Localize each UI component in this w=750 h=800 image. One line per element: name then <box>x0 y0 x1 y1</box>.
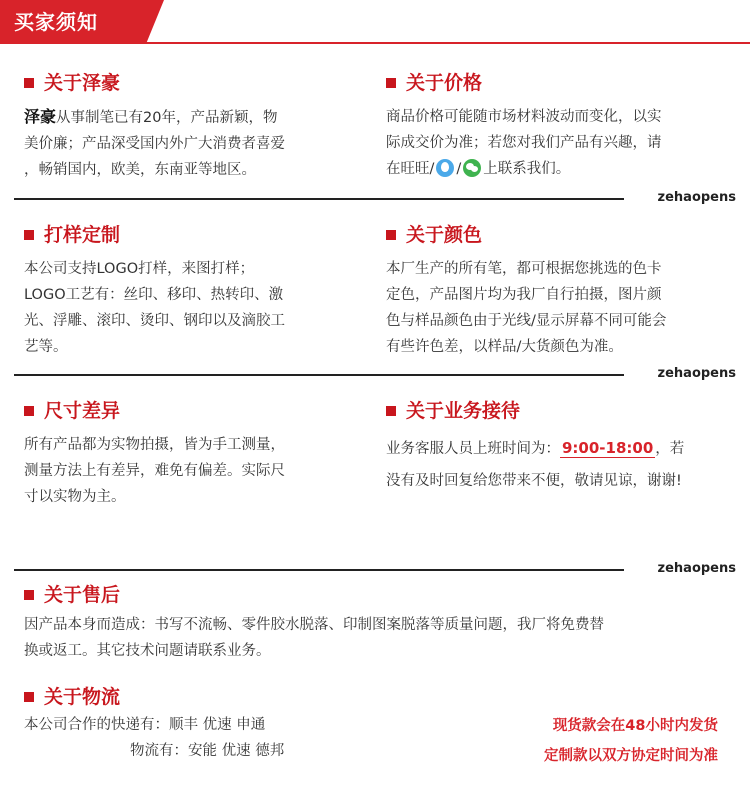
section-price-title-text: 关于价格 <box>406 72 483 94</box>
section-size-title <box>24 398 364 424</box>
service-line-1-start: 业务客服人员上班时间为： <box>386 441 560 457</box>
section-about-title <box>24 70 364 96</box>
price-line-1: 商品价格可能随市场材料波动而变化，以实 <box>386 109 662 125</box>
section-service-title <box>386 398 736 424</box>
section-sample-body <box>24 256 364 360</box>
divider-2 <box>14 366 736 382</box>
about-line-1: 从事制笔已有20年，产品新颖，物 <box>56 110 278 126</box>
divider-3 <box>14 561 736 577</box>
contact-separator: / <box>456 161 462 177</box>
section-price-body <box>386 104 736 182</box>
section-color-body <box>386 256 736 360</box>
section-aftersale-title <box>24 582 736 608</box>
divider-line <box>14 374 624 376</box>
sample-line-4: 艺等。 <box>24 339 68 355</box>
section-price <box>386 70 736 182</box>
sample-line-3: 光、浮雕、滚印、烫印、钢印以及滴胶工 <box>24 313 285 329</box>
color-line-3: 色与样品颜色由于光线/显示屏幕不同可能会 <box>386 313 667 329</box>
section-about-title-text: 关于泽豪 <box>44 72 121 94</box>
shipping-note-custom: 定制款以双方协定时间为准 <box>544 748 718 764</box>
about-line-3: ，畅销国内，欧美，东南亚等地区。 <box>24 162 256 178</box>
bullet-square-icon <box>386 78 396 88</box>
size-line-2: 测量方法上有差异，难免有偏差。实际尺 <box>24 463 285 479</box>
service-line-2: 没有及时回复给您带来不便，敬请见谅，谢谢! <box>386 473 682 489</box>
aftersale-line-2: 换或返工。其它技术问题请联系业务。 <box>24 643 271 659</box>
section-about <box>24 70 364 183</box>
divider-line <box>14 198 624 200</box>
wechat-icon[interactable] <box>463 159 481 177</box>
qq-icon[interactable] <box>436 159 454 177</box>
section-logistics-body <box>24 712 444 764</box>
divider-1 <box>14 190 736 206</box>
sample-line-2: LOGO工艺有：丝印、移印、热转印、激 <box>24 287 284 303</box>
section-color-title-text: 关于颜色 <box>406 224 483 246</box>
logistics-line-2: 物流有：安能 优速 德邦 <box>130 743 285 759</box>
color-line-1: 本厂生产的所有笔，都可根据您挑选的色卡 <box>386 261 662 277</box>
brand-name: 泽豪 <box>24 107 57 126</box>
shipping-notes <box>544 714 718 768</box>
section-sample <box>24 222 364 360</box>
sample-line-1: 本公司支持LOGO打样，来图打样； <box>24 261 255 277</box>
section-aftersale-body <box>24 612 736 664</box>
section-sample-title-text: 打样定制 <box>44 224 121 246</box>
section-logistics-title-text: 关于物流 <box>44 686 121 708</box>
bullet-square-icon <box>24 78 34 88</box>
section-aftersale-title-text: 关于售后 <box>44 584 121 606</box>
logistics-line-1: 本公司合作的快递有：顺丰 优速 申通 <box>24 717 266 733</box>
aftersale-line-1: 因产品本身而造成：书写不流畅、零件胶水脱落、印制图案脱落等质量问题，我厂将免费替 <box>24 617 604 633</box>
color-line-2: 定色，产品图片均为我厂自行拍摄，图片颜 <box>386 287 662 303</box>
divider-line <box>14 569 624 571</box>
section-color <box>386 222 736 360</box>
watermark-text: zehaopens <box>657 366 736 381</box>
header-bar <box>0 0 750 44</box>
price-line-3 <box>386 156 736 182</box>
price-line-3-end: 上联系我们。 <box>483 161 571 177</box>
bullet-square-icon <box>24 230 34 240</box>
page-title-tab: 买家须知 <box>0 0 146 44</box>
price-line-3-start: 在旺旺/ <box>386 161 435 177</box>
service-line-1 <box>386 432 736 465</box>
section-about-body <box>24 104 364 183</box>
bullet-square-icon <box>24 692 34 702</box>
section-service-body <box>386 432 736 497</box>
watermark-text: zehaopens <box>657 190 736 205</box>
section-price-title <box>386 70 736 96</box>
bullet-square-icon <box>24 406 34 416</box>
section-logistics <box>24 684 444 764</box>
watermark-text: zehaopens <box>657 561 736 576</box>
section-service-title-text: 关于业务接待 <box>406 400 521 422</box>
size-line-3: 寸以实物为主。 <box>24 489 126 505</box>
section-service <box>386 398 736 497</box>
bullet-square-icon <box>386 406 396 416</box>
price-line-2: 际成交价为准；若您对我们产品有兴趣，请 <box>386 135 662 151</box>
section-size-body <box>24 432 364 510</box>
office-hours: 9:00-18:00 <box>562 439 654 457</box>
bullet-square-icon <box>24 590 34 600</box>
section-sample-title <box>24 222 364 248</box>
service-line-1-end: ，若 <box>655 441 685 457</box>
shipping-note-stock: 现货款会在48小时内发货 <box>552 718 718 734</box>
about-line-2: 美价廉；产品深受国内外广大消费者喜爱 <box>24 136 285 152</box>
bullet-square-icon <box>386 230 396 240</box>
color-line-4: 有些许色差，以样品/大货颜色为准。 <box>386 339 623 355</box>
section-size-title-text: 尺寸差异 <box>44 400 121 422</box>
section-logistics-title <box>24 684 444 710</box>
section-size <box>24 398 364 510</box>
size-line-1: 所有产品都为实物拍摄，皆为手工测量， <box>24 437 285 453</box>
section-aftersale <box>24 582 736 664</box>
section-color-title <box>386 222 736 248</box>
